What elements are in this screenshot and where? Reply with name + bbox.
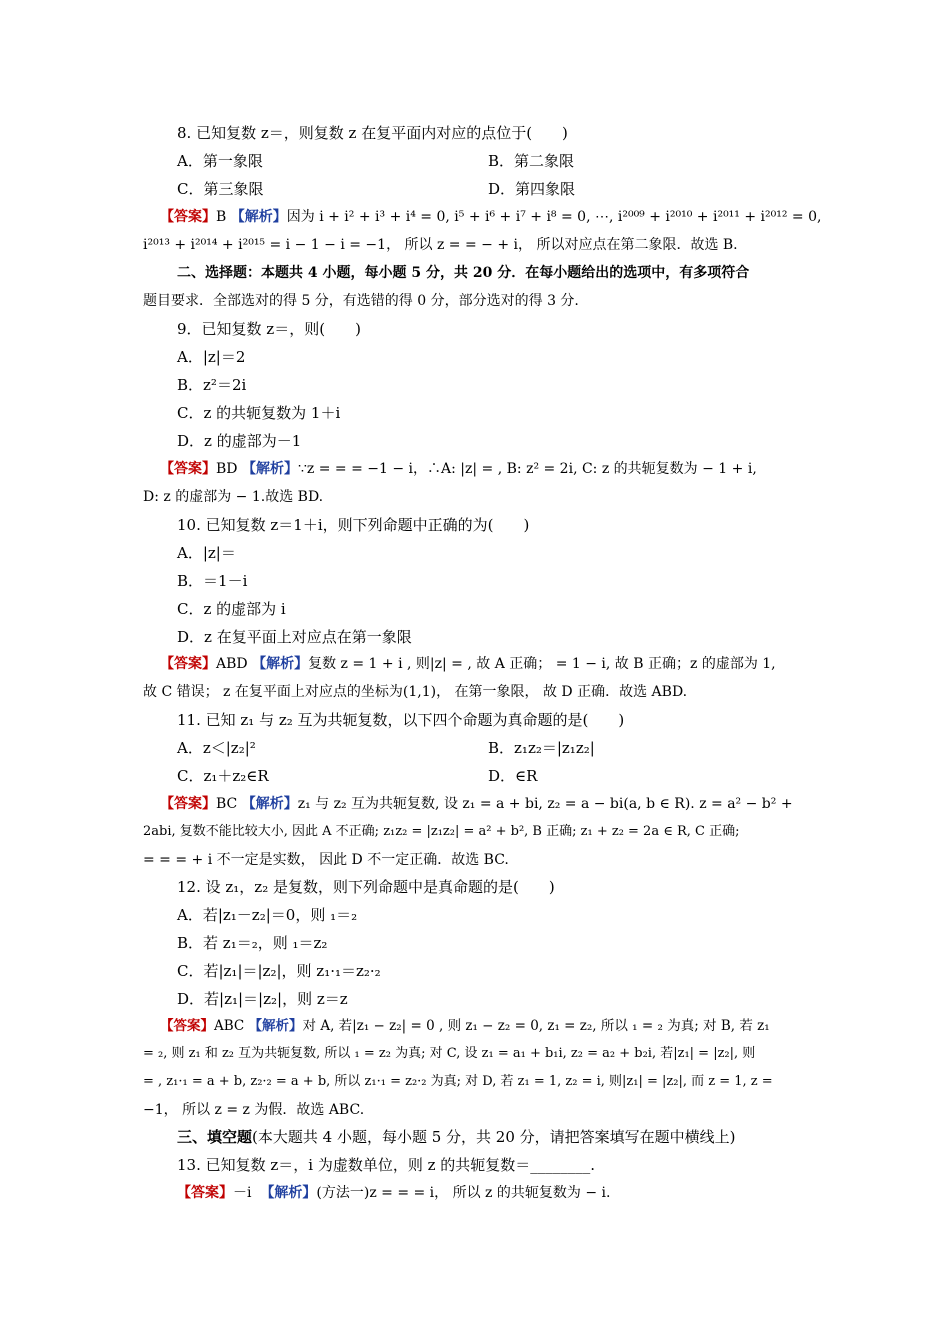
- analysis-tag: 【解析】: [260, 1185, 317, 1201]
- q12-answer-line: [160, 1016, 770, 1036]
- q11-option-b: B．z₁z₂＝|z₁z₂|: [488, 739, 595, 757]
- q12-stem: 12. 设 z₁，z₂ 是复数，则下列命题中是真命题的是( ): [177, 878, 555, 896]
- q9-option-b: B．z²＝2i: [177, 376, 247, 394]
- q12-option-d: D．若|z₁|＝|z₂|，则 z＝z: [177, 990, 348, 1008]
- q9-stem: 9．已知复数 z＝，则( ): [177, 320, 361, 338]
- q12-option-b: B．若 z₁＝₂，则 ₁＝z₂: [177, 934, 328, 952]
- q12-analysis-1: 对 A, 若|z₁ − z₂| = 0 , 则 z₁ − z₂ = 0, z₁ = z₂, 所以 ₁ = ₂ 为真; 对 B, 若 z₁: [302, 1018, 770, 1034]
- q9-answer-line: [160, 459, 757, 479]
- q10-answer-line: [160, 654, 776, 674]
- answer-tag: 【答案】: [177, 1185, 233, 1201]
- q8-answer-line: [160, 207, 821, 227]
- analysis-tag: 【解析】: [241, 461, 298, 477]
- q11-answer-line: [160, 794, 793, 814]
- answer-tag: 【答案】: [160, 461, 216, 477]
- answer-tag: 【答案】: [160, 1018, 214, 1034]
- analysis-tag: 【解析】: [230, 209, 287, 225]
- q8-stem: 8. 已知复数 z＝，则复数 z 在复平面内对应的点位于( ): [177, 124, 568, 142]
- section3-header: [177, 1127, 736, 1147]
- q10-analysis-2: 故 C 错误； z 在复平面上对应点的坐标为(1,1)， 在第一象限， 故 D 正确．故选 ABD.: [143, 684, 688, 700]
- q9-option-a: A．|z|＝2: [177, 348, 246, 366]
- answer-tag: 【答案】: [160, 656, 216, 672]
- q9-option-c: C．z 的共轭复数为 1＋i: [177, 404, 341, 422]
- q9-option-d: D．z 的虚部为－1: [177, 432, 302, 450]
- q9-analysis-2: D: z 的虚部为 − 1.故选 BD.: [143, 489, 324, 505]
- q8-analysis-2: i²⁰¹³ + i²⁰¹⁴ + i²⁰¹⁵ = i − 1 − i = −1， 所以 z = = − + i， 所以对应点在第二象限．故选 B.: [143, 237, 738, 253]
- section2-line-2: 题目要求．全部选对的得 5 分，有选错的得 0 分，部分选对的得 3 分.: [143, 293, 579, 309]
- q12-option-c: C．若|z₁|＝|z₂|，则 z₁·₁＝z₂·₂: [177, 962, 381, 980]
- answer-tag: 【答案】: [160, 209, 216, 225]
- section3-title: 三、填空题: [177, 1128, 253, 1146]
- q12-analysis-4: −1， 所以 z = z 为假．故选 ABC.: [143, 1102, 365, 1118]
- q11-analysis-2: 2abi, 复数不能比较大小, 因此 A 不正确; z₁z₂ = |z₁z₂| = a² + b², B 正确; z₁ + z₂ = 2a ∈ R, C 正确;: [143, 824, 740, 839]
- q13-stem: 13. 已知复数 z＝，i 为虚数单位，则 z 的共轭复数＝________.: [177, 1156, 596, 1174]
- q8-answer: B: [216, 209, 227, 225]
- q10-analysis-1: 复数 z = 1 + i , 则|z| = , 故 A 正确； = 1 − i, 故 B 正确；z 的虚部为 1,: [308, 656, 776, 672]
- q9-answer: BD: [216, 461, 238, 477]
- q8-option-a: A．第一象限: [177, 152, 263, 170]
- q8-option-b: B．第二象限: [488, 152, 575, 170]
- q13-answer-line: [177, 1183, 610, 1203]
- q8-option-d: D．第四象限: [488, 180, 576, 198]
- q12-answer: ABC: [214, 1018, 245, 1034]
- q8-option-c: C．第三象限: [177, 180, 264, 198]
- q9-analysis-1: ∵z = = = −1 − i，∴A: |z| = , B: z² = 2i, C: z 的共轭复数为 − 1 + i,: [297, 461, 757, 477]
- q12-analysis-2: = ₂, 则 z₁ 和 z₂ 互为共轭复数, 所以 ₁ = z₂ 为真; 对 C, 设 z₁ = a₁ + b₁i, z₂ = a₂ + b₂i, 若|z₁| = |z₂|, 则: [143, 1046, 756, 1061]
- q11-option-a: A．z＜|z₂|²: [177, 739, 256, 757]
- q10-option-c: C．z 的虚部为 i: [177, 600, 286, 618]
- q11-option-c: C．z₁＋z₂∈R: [177, 767, 269, 785]
- q12-analysis-3: = , z₁·₁ = a + b, z₂·₂ = a + b, 所以 z₁·₁ = z₂·₂ 为真; 对 D, 若 z₁ = 1, z₂ = i, 则|z₁| = |z₂|, 而 z = 1, z =: [143, 1074, 773, 1089]
- q13-analysis: (方法一)z = = = i， 所以 z 的共轭复数为 − i.: [316, 1185, 611, 1201]
- q10-answer: ABD: [216, 656, 248, 672]
- q11-analysis-3: = = = + i 不一定是实数， 因此 D 不一定正确．故选 BC.: [143, 852, 509, 868]
- q10-option-a: A．|z|＝: [177, 544, 236, 562]
- q10-stem: 10. 已知复数 z＝1＋i，则下列命题中正确的为( ): [177, 516, 530, 534]
- section2-line-1: 二、选择题：本题共 4 小题，每小题 5 分，共 20 分．在每小题给出的选项中，有多项符合: [177, 265, 750, 281]
- analysis-tag: 【解析】: [248, 1018, 303, 1034]
- q11-analysis-1: z₁ 与 z₂ 互为共轭复数, 设 z₁ = a + bi, z₂ = a − bi(a, b ∈ R). z = a² − b² +: [297, 796, 793, 812]
- answer-tag: 【答案】: [160, 796, 216, 812]
- q13-answer: －i: [233, 1185, 252, 1201]
- q10-option-b: B．＝1－i: [177, 572, 248, 590]
- section3-text: (本大题共 4 小题，每小题 5 分，共 20 分，请把答案填写在题中横线上): [252, 1128, 736, 1146]
- q10-option-d: D．z 在复平面上对应点在第一象限: [177, 628, 412, 646]
- q12-option-a: A．若|z₁－z₂|＝0，则 ₁＝₂: [177, 906, 358, 924]
- analysis-tag: 【解析】: [241, 796, 298, 812]
- q11-option-d: D．∈R: [488, 767, 538, 785]
- analysis-tag: 【解析】: [252, 656, 309, 672]
- q11-stem: 11. 已知 z₁ 与 z₂ 互为共轭复数，以下四个命题为真命题的是( ): [177, 711, 625, 729]
- q11-answer: BC: [216, 796, 238, 812]
- q8-analysis-1: 因为 i + i² + i³ + i⁴ = 0, i⁵ + i⁶ + i⁷ + i⁸ = 0, ⋯, i²⁰⁰⁹ + i²⁰¹⁰ + i²⁰¹¹ + i²⁰¹² = 0,: [286, 209, 822, 225]
